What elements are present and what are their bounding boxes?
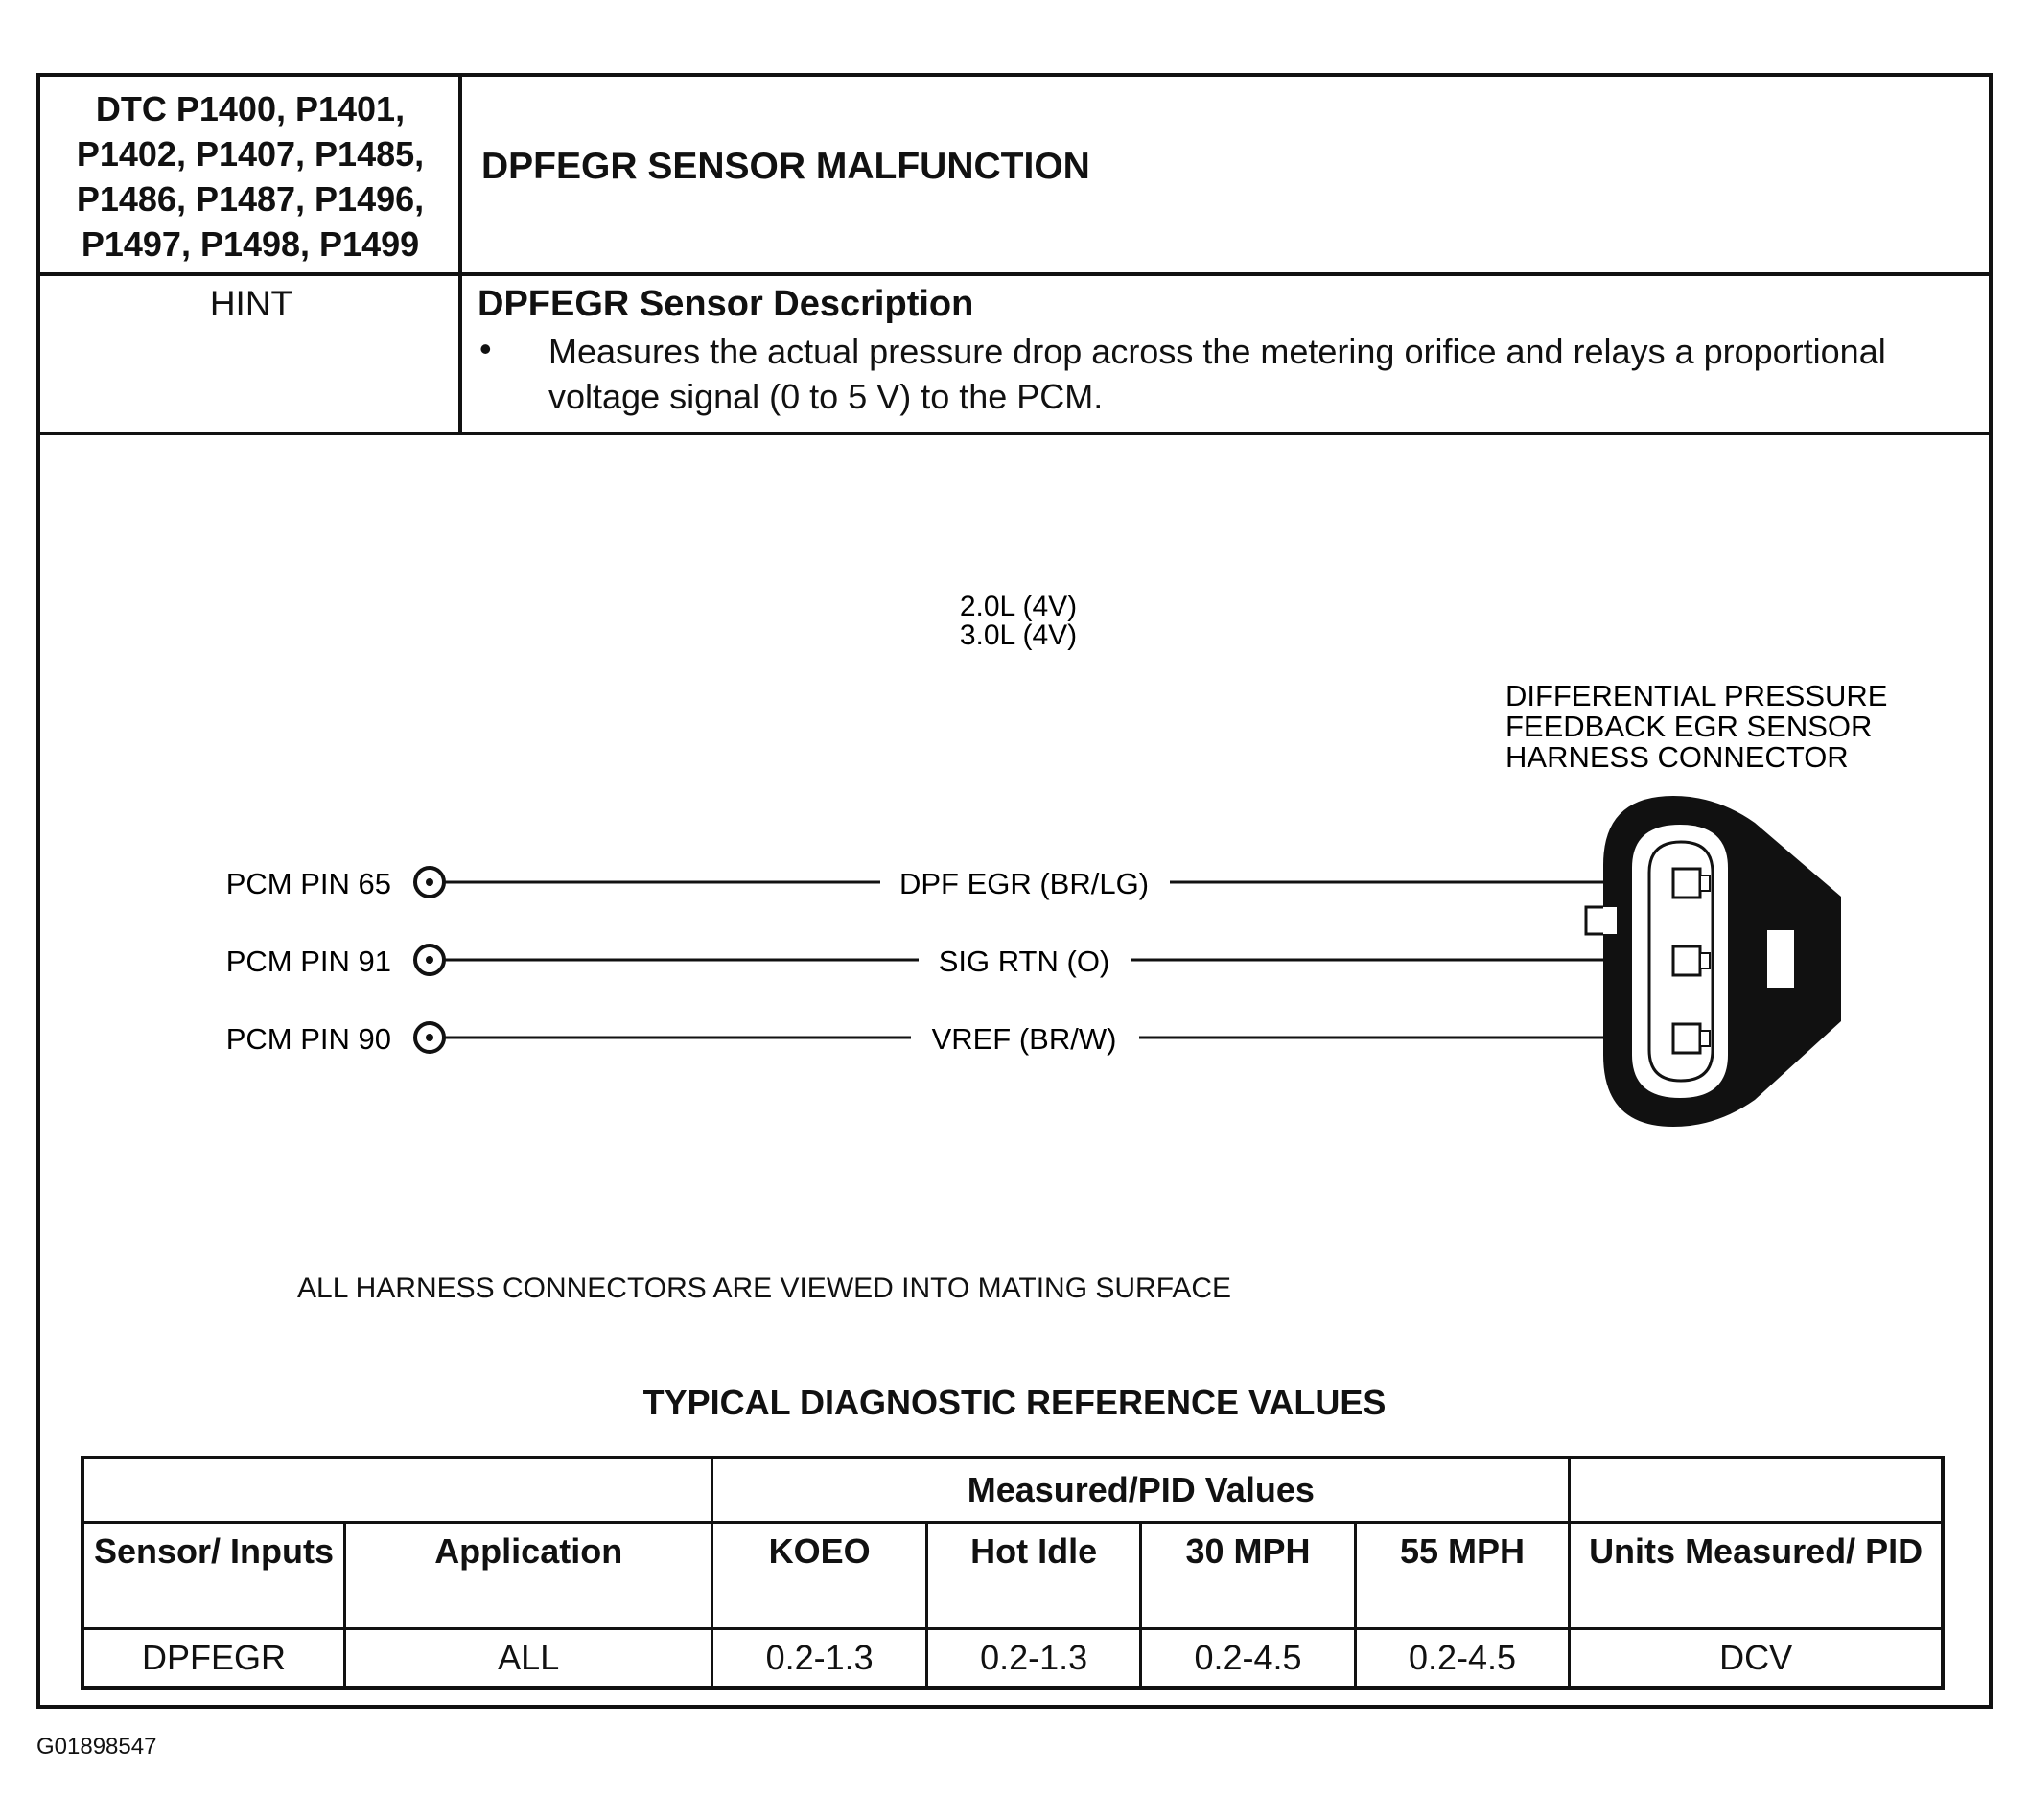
bullet-icon: • bbox=[479, 329, 492, 368]
reference-values-title: TYPICAL DIAGNOSTIC REFERENCE VALUES bbox=[642, 1383, 1387, 1422]
description-text: Measures the actual pressure drop across the metering orifice and relays a proportional voltage signal (0 to 5 V) to the PCM. bbox=[548, 332, 1886, 416]
pcm-pin-label: PCM PIN 65 bbox=[225, 867, 391, 900]
column-header: Application bbox=[345, 1523, 712, 1629]
column-header: Sensor/ Inputs bbox=[82, 1523, 345, 1629]
blank-header-cell bbox=[82, 1458, 712, 1523]
connector-label: HARNESS CONNECTOR bbox=[1505, 740, 1849, 774]
figure-code: G01898547 bbox=[36, 1734, 157, 1760]
column-header: Hot Idle bbox=[926, 1523, 1140, 1629]
dtc-line: DTC P1400, P1401, bbox=[95, 89, 406, 128]
engine-label: 3.0L (4V) bbox=[959, 619, 1078, 651]
table-header-group-row bbox=[82, 1458, 1943, 1523]
column-header: 55 MPH bbox=[1355, 1523, 1569, 1629]
dtc-line: P1497, P1498, P1499 bbox=[81, 224, 420, 264]
pin-terminal-dot-icon bbox=[426, 1034, 433, 1041]
circuit-label: VREF (BR/W) bbox=[931, 1022, 1117, 1056]
connector-label: FEEDBACK EGR SENSOR bbox=[1505, 710, 1873, 743]
table-cell: 0.2-4.5 bbox=[1355, 1629, 1569, 1689]
reference-values-table bbox=[81, 1456, 1945, 1690]
table-cell: 0.2-4.5 bbox=[1141, 1629, 1355, 1689]
pcm-pin-label: PCM PIN 91 bbox=[225, 945, 391, 978]
table-row bbox=[82, 1629, 1943, 1689]
pin-terminal-dot-icon bbox=[426, 878, 433, 886]
engine-label: 2.0L (4V) bbox=[959, 591, 1078, 622]
column-header: KOEO bbox=[712, 1523, 927, 1629]
harness-connector-icon bbox=[1586, 796, 1841, 1127]
table-cell: DPFEGR bbox=[82, 1629, 345, 1689]
pcm-pin-label: PCM PIN 90 bbox=[225, 1022, 391, 1056]
table-cell: 0.2-1.3 bbox=[926, 1629, 1140, 1689]
group-header-cell: Measured/PID Values bbox=[712, 1458, 1570, 1523]
column-header: Units Measured/ PID bbox=[1570, 1523, 1943, 1629]
circuit-label: DPF EGR (BR/LG) bbox=[898, 867, 1150, 900]
description-title: DPFEGR Sensor Description bbox=[478, 284, 974, 324]
hint-label: HINT bbox=[209, 284, 293, 323]
connector-label: DIFFERENTIAL PRESSURE bbox=[1505, 679, 1888, 712]
table-cell: DCV bbox=[1570, 1629, 1943, 1689]
column-header: 30 MPH bbox=[1141, 1523, 1355, 1629]
page-title: DPFEGR SENSOR MALFUNCTION bbox=[481, 146, 1090, 187]
circuit-label: SIG RTN (O) bbox=[938, 945, 1110, 978]
dtc-line: P1486, P1487, P1496, bbox=[76, 179, 425, 219]
blank-header-cell bbox=[1570, 1458, 1943, 1523]
pin-terminal-dot-icon bbox=[426, 956, 433, 964]
table-header-row bbox=[82, 1523, 1943, 1629]
mating-surface-note: ALL HARNESS CONNECTORS ARE VIEWED INTO MATING SURFACE bbox=[297, 1272, 1232, 1304]
table-cell: ALL bbox=[345, 1629, 712, 1689]
table-cell: 0.2-1.3 bbox=[712, 1629, 927, 1689]
dtc-line: P1402, P1407, P1485, bbox=[76, 134, 425, 174]
